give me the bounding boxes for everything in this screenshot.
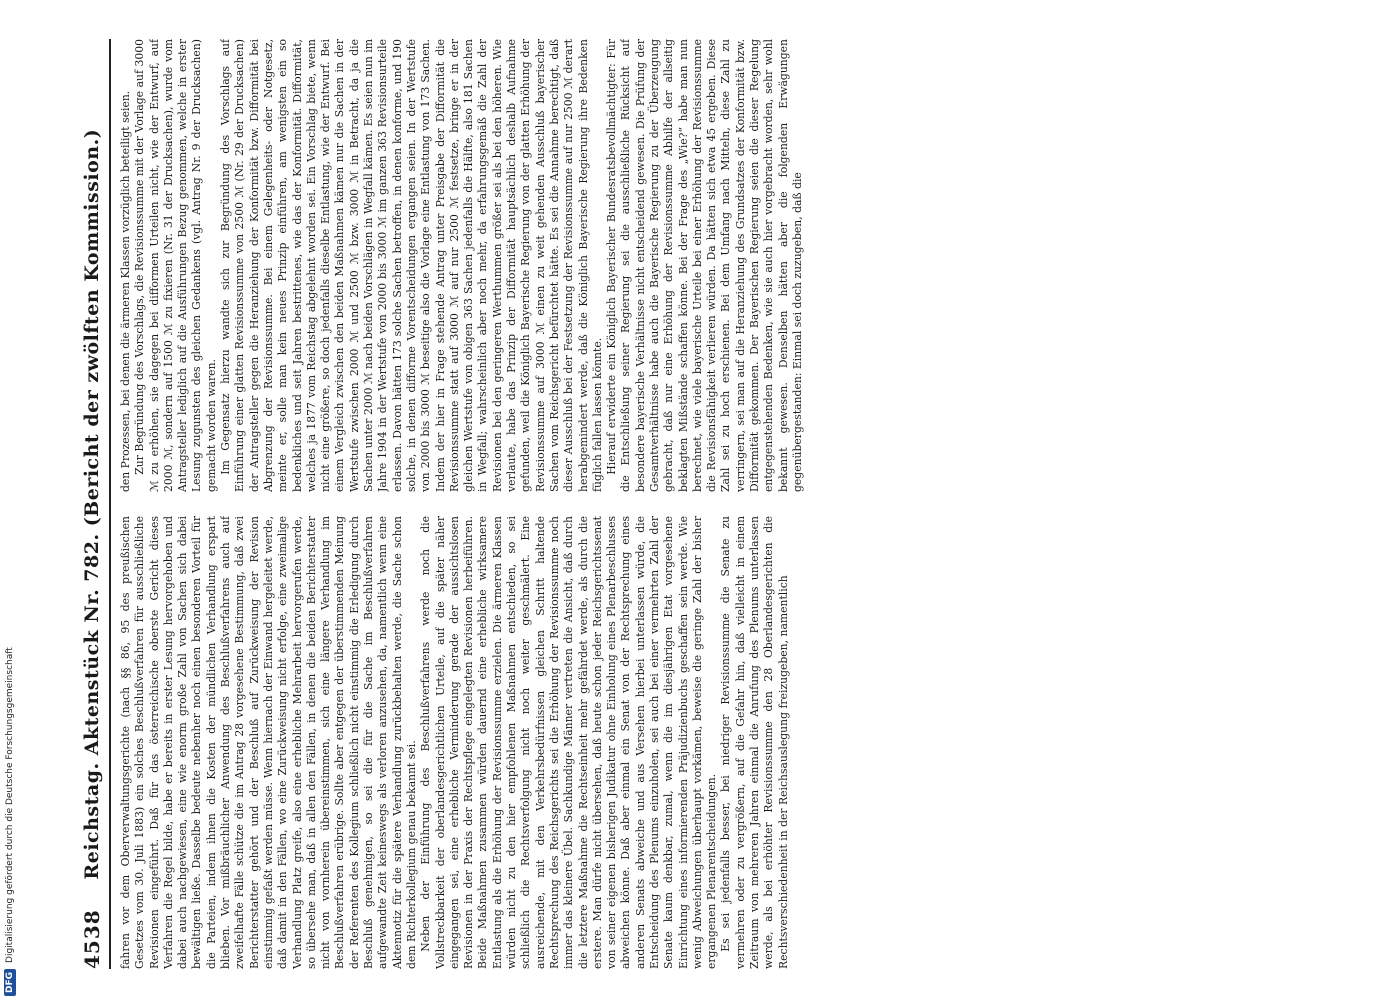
- page-header: [75, 39, 111, 969]
- paragraph: Neben der Einführung des Beschlußverfahrens werde noch die Vollstreckbarkeit der oberlandesgerichtlichen Urteile, auf die später näher eingegangen sei, eine erhebliche Verminderung gerade der aussichtslosen Revisionen in der Praxis der Rechtspflege eingelegten Revisionen herbeiführen. Beide Maßnahmen zusammen würden dauernd eine erhebliche wirksamere Entlastung als die Erhöhung der Revisionssumme erzielen. Die ärmeren Klassen würden nicht zu den hier empfohlenen Maßnahmen entschieden, so sei schließlich die Rechtsverfolgung nicht noch weiter geschmälert. Eine ausreichende, mit den Verkehrsbedürfnissen gleichen Schritt haltende Rechtsprechung des Reichsgerichts sei die Erhöhung der Revisionssumme noch immer das kleinere Übel. Sachkundige Männer vertreten die Ansicht, daß durch die letztere Maßnahme die Rechtseinheit mehr gefährdet werde, als durch die erstere. Man dürfe nicht übersehen, daß heute schon jeder Reichsgerichtssenat von seiner eigenen bisherigen Judikatur ohne Einholung eines Plenarbeschlusses abweichen könne. Daß aber einmal ein Senat von der Rechtsprechung eines anderen Senats abweiche und aus Versehen hierbei unterlassen würde, die Entscheidung des Plenums einzuholen, sei auch bei einer vermehrten Zahl der Senate kaum denkbar, zumal, wenn die im diesjährigen Etat vorgesehene Einrichtung eines informierenden Präjudizienbuchs geschaffen sein werde. Wie wenig Abweichungen überhaupt vorkämen, beweise die geringe Zahl der bisher ergangenen Plenarentscheidungen.: [419, 516, 719, 969]
- paragraph: Hierauf erwiderte ein Königlich Bayerischer Bundesratsbevollmächtigter: Für die Entschließung seiner Regierung sei die ausschließliche Rücksicht auf besondere bayerische Verhältnisse nicht entscheidend gewesen. Die Prüfung der Gesamtverhältnisse habe auch die Bayerische Regierung zu der Überzeugung gebracht, daß nur eine Erhöhung der Revisionssumme Abhilfe der allseitig beklagten Mißstände schaffen könne. Bei der Frage des „Wie?“ habe man nun berechnet, wie viele bayerische Urteile bei einer Erhöhung der Revisionssumme die Revisionsfähigkeit verlieren würden. Da hätten sich etwa 45 ergeben. Diese Zahl sei zu hoch erschienen. Bei dem Umfang nach Mitteln, diese Zahl zu verringern, sei man auf die Heranziehung des Grundsatzes der Konformität bzw. Difformität gekommen. Der Bayerischen Regierung seien die dieser Regelung entgegenstehenden Bedenken, wie sie auch hier vorgebracht worden, sehr wohl bekannt gewesen. Denselben hätten aber die folgenden Erwägungen gegenübergestanden: Einmal sei doch zuzugeben, daß die: [605, 39, 804, 492]
- paragraph: den Prozessen, bei denen die ärmeren Klassen vorzüglich beteiligt seien.: [119, 90, 132, 492]
- page-number: 4538: [80, 909, 104, 969]
- paragraph: fahren vor dem Oberverwaltungsgerichte (nach §§ 86, 95 des preußischen Gesetzes vom 30. Juli 1883) ein solches Beschlußverfahren für ausschließliche Revisionen eingeführt. Daß für das österreichische oberste Gericht dieses Verfahren die Regel bilde, habe er bereits in erster Lesung hervorgehoben und dabei auch nachgewiesen, eine wie enorm große Zahl von Sachen sich dabei bewältigen ließe. Dasselbe bedeute nebenher noch einen besonderen Vorteil für die Parteien, indem ihnen die Kosten der mündlichen Verhandlung erspart blieben. Vor mißbräuchlicher Anwendung des Beschlußverfahrens auch auf zweifelhafte Fälle schütze die im Antrag 28 vorgesehene Bestimmung, daß zwei Berichterstatter gehört und der Beschluß auf Zurückweisung der Revision einstimmig gefaßt werden müsse. Wenn hiernach der Einwand hergeleitet werde, daß damit in den Fällen, wo eine Zurückweisung nicht erfolge, eine zweimalige Verhandlung Platz greife, also eine erhebliche Mehrarbeit hervorgerufen werde, so übersehe man, daß in allen den Fällen, in denen die beiden Berichterstatter nicht von vornherein übereinstimmen, sich eine längere Verhandlung im Beschlußverfahren erübrige. Sollte aber entgegen der überstimmenden Meinung der Referenten des Kollegium schließlich nicht einstimmig die Erledigung durch Beschluß genehmigen, so sei die für die Sache im Beschlußverfahren aufgewandte Zeit keineswegs als verloren anzusehen, da, namentlich wenn eine Aktennotiz für die spätere Verhandlung zurückbehalten werde, die Sache schon dem Richterkollegium genau bekannt sei.: [119, 516, 418, 969]
- rotated-page-content: [75, 39, 1325, 969]
- dfg-logo: DFG: [4, 969, 16, 996]
- right-column: [119, 39, 1325, 492]
- paragraph: Es sei jedenfalls besser, bei niedriger Revisionssumme die Senate zu vermehren oder zu vergrößern, auf die Gefahr hin, daß vielleicht in einem Zeitraum von mehreren Jahren einmal die Anrufung des Plenums unterlassen werde, als bei erhöhter Revisionssumme den 28 Oberlandesgerichten die Rechtsverschiedenheit in der Reichsauslegung freizugeben, namentlich: [719, 516, 790, 969]
- paragraph: Im Gegensatz hierzu wandte sich zur Begründung des Vorschlags auf Einführung einer glatten Revisionssumme von 2500 ℳ (Nr. 29 der Drucksachen) der Antragsteller gegen die Heranziehung der Konformität bzw. Difformität bei Abgrenzung der Revisionssumme. Bei einem Gelegenheits- oder Notgesetz, meinte er, solle man kein neues Prinzip einführen, am wenigsten ein so bedenkliches und seit Jahren bestrittenes, wie das der Konformität. Difformität, welches ja 1877 vom Reichstag abgelehnt worden sei. Ein Vorschlag biete, wenn nicht eine größere, so doch jedenfalls dieselbe Entlastung, wie der Entwurf. Bei einem Vergleich zwischen den beiden Maßnahmen kämen nur die Sachen in der Wertstufe zwischen 2000 ℳ und 2500 ℳ bzw. 3000 ℳ in Betracht, da ja die Sachen unter 2000 ℳ nach beiden Vorschlägen in Wegfall kämen. Es seien nun im Jahre 1904 in der Wertstufe von 2000 bis 3000 ℳ im ganzen 363 Revisionsurteile erlassen. Davon hätten 173 solche Sachen betroffen, in denen konforme, und 190 solche, in denen difforme Vorentscheidungen ergangen seien. In der Wertstufe von 2000 bis 3000 ℳ beseitige also die Vorlage eine Entlastung von 173 Sachen. Indem der hier in Frage stehende Antrag unter Preisgabe der Difformität die Revisionssumme statt auf 3000 ℳ auf nur 2500 ℳ festsetze, bringe er in der gleichen Wertstufe von obigen 363 Sachen jedenfalls die Hälfte, also 181 Sachen in Wegfall; wahrscheinlich aber noch mehr, da erfahrungsgemäß die Zahl der Revisionen bei den geringeren Werthummen größer sei als bei den höheren. Wie verlaute, habe das Prinzip der Difformität hauptsächlich deshalb Aufnahme gefunden, weil die Königlich Bayerische Regierung von der glatten Erhöhung der Revisionssumme auf 3000 ℳ einen zu weit gehenden Ausschluß bayerischer Sachen vom Reichsgericht befürchtet hätte. Es sei die Annahme berechtigt, daß dieser Ausschluß bei der Festsetzung der Revisionssumme auf nur 2500 ℳ derart herabgemindert werde, daß die Königlich Bayerische Regierung ihre Bedenken füglich fallen lassen könnte.: [219, 39, 604, 492]
- credit-text: Digitalisierung gefördert durch die Deutsche Forschungsgemeinschaft: [5, 647, 15, 963]
- digitization-credit: [4, 647, 16, 996]
- left-column: [119, 516, 1325, 969]
- paragraph: Zur Begründung des Vorschlags, die Revisionssumme mit der Vorlage auf 3000 ℳ zu erhöhen, sie dagegen bei difformen Urteilen nicht, wie der Entwurf, auf 2000 ℳ, sondern auf 1500 ℳ zu fixieren (Nr. 31 der Drucksachen), wurde vom Antragsteller lediglich auf die Ausführungen Bezug genommen, welche in erster Lesung zugunsten des gleichen Gedankens (vgl. Antrag Nr. 9 der Drucksachen) gemacht worden waren.: [133, 39, 218, 492]
- running-title: Reichstag. Aktenstück Nr. 782. (Bericht der zwölften Kommission.): [81, 128, 103, 880]
- text-columns: [119, 39, 1325, 969]
